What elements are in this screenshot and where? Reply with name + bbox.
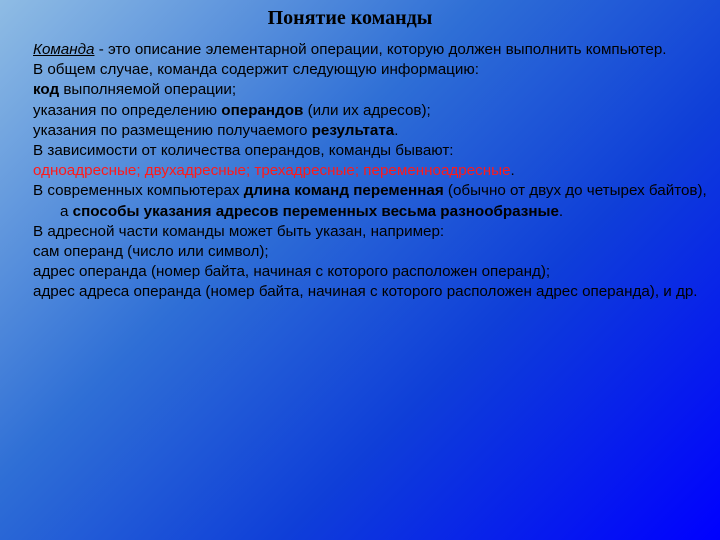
bold-code: код	[33, 81, 60, 99]
bold-length-variable: длина команд переменная	[243, 182, 444, 200]
command-types-highlight: одноадресные; двухадресные; трехадресные; переменноадресные	[33, 162, 511, 180]
operands-text-b: (или их адресов);	[303, 101, 431, 119]
paragraph-address-part: В адресной части команды может быть указан, например:	[33, 222, 445, 240]
list-item-address-of-address: адрес адреса операнда (номер байта, начиная с которого расположен адрес операнда), и др.	[33, 283, 698, 301]
result-text-a: указания по размещению получаемого	[33, 121, 312, 139]
modern-text-b: (обычно от двух до четырех байтов), а	[60, 182, 707, 220]
bold-address-methods: способы указания адресов переменных весьма разнообразные	[72, 202, 559, 220]
slide-body	[33, 40, 713, 303]
term-command: Команда	[33, 41, 95, 58]
modern-text-c: .	[558, 202, 564, 220]
list-item-operand-itself: сам операнд (число или символ);	[33, 243, 269, 261]
list-item-operand-address: адрес операнда (номер байта, начиная с которого расположен операнд);	[33, 263, 551, 281]
result-text-b: .	[394, 121, 399, 139]
command-types-end: .	[510, 162, 515, 180]
code-text: выполняемой операции;	[59, 81, 237, 99]
slide-title: Понятие команды	[267, 7, 433, 29]
bold-operands: операндов	[221, 101, 304, 119]
list-item-code	[33, 80, 713, 100]
paragraph-general: В общем случае, команда содержит следующую информацию:	[33, 61, 479, 79]
paragraph-command-types	[33, 161, 713, 181]
modern-text-a: В современных компьютерах	[33, 182, 244, 200]
bold-result: результата	[311, 121, 395, 139]
paragraph-modern-computers	[33, 181, 713, 221]
definition-text: - это описание элементарной операции, которую должен выполнить компьютер.	[94, 41, 667, 58]
paragraph-operand-count: В зависимости от количества операндов, команды бывают:	[33, 142, 454, 160]
list-item-operands	[33, 101, 713, 121]
list-item-result	[33, 121, 713, 141]
operands-text-a: указания по определению	[33, 101, 222, 119]
paragraph-definition	[33, 40, 713, 60]
